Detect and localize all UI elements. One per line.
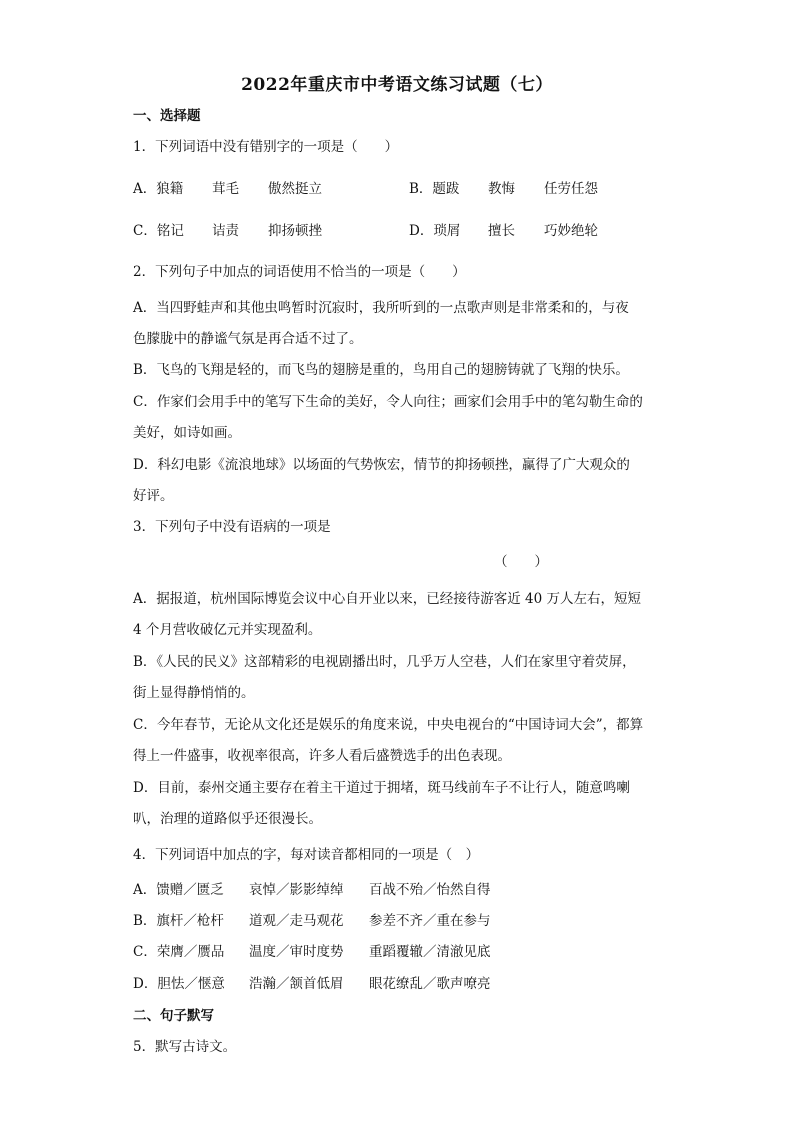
section-heading-dictation: 二、句子默写 <box>133 1008 214 1024</box>
question-2-stem: 2．下列句子中加点的词语使用不恰当的一项是（ ） <box>133 264 466 280</box>
q3-answer-paren: （ ） <box>494 554 548 570</box>
q4-option-b-pair3: 参差不齐／重在参与 <box>369 913 491 929</box>
q2-option-c-line1: C．作家们会用手中的笔写下生命的美好，令人向往；画家们会用手中的笔勾勒生命的 <box>133 394 643 410</box>
question-1-stem: 1．下列词语中没有错别字的一项是（ ） <box>133 139 399 155</box>
q2-option-a-line1: A．当四野蛙声和其他虫鸣暂时沉寂时，我所听到的一点歌声则是非常柔和的，与夜 <box>133 300 629 316</box>
q2-option-c-line2: 美好，如诗如画。 <box>133 425 241 441</box>
question-5-stem: 5．默写古诗文。 <box>133 1039 237 1055</box>
q1-option-b-label: B．题跋 <box>409 181 460 197</box>
q1-option-a-word3: 傲然挺立 <box>268 181 322 197</box>
q4-option-b-pair1: B．旗杆／枪杆 <box>133 913 224 929</box>
q1-option-d-label: D．琐屑 <box>409 223 461 239</box>
q2-option-d-line2: 好评。 <box>133 488 174 504</box>
question-4-stem: 4．下列词语中加点的字，每对读音都相同的一项是（ ） <box>133 847 480 863</box>
section-heading-choice: 一、选择题 <box>133 108 201 124</box>
q4-option-c-pair3: 重蹈覆辙／清澈见底 <box>369 944 491 960</box>
q1-option-a-label: A．狼籍 <box>133 181 184 197</box>
q2-option-d-line1: D．科幻电影《流浪地球》以场面的气势恢宏，情节的抑扬顿挫，赢得了广大观众的 <box>133 457 630 473</box>
q4-option-b-pair2: 道观／走马观花 <box>249 913 344 929</box>
q3-option-c-line2: 得上一件盛事，收视率很高，许多人看后盛赞选手的出色表现。 <box>133 748 511 764</box>
q4-option-d-pair1: D．胆怯／惬意 <box>133 976 225 992</box>
q3-option-a-line2: 4 个月营收破亿元并实现盈利。 <box>133 622 322 638</box>
q1-option-d-word2: 擅长 <box>488 223 515 239</box>
q1-option-c-word3: 抑扬顿挫 <box>268 223 322 239</box>
q4-option-d-pair3: 眼花缭乱／歌声嘹亮 <box>369 976 491 992</box>
q4-option-c-pair1: C．荣膺／赝品 <box>133 944 225 960</box>
q2-option-b-line1: B．飞鸟的飞翔是轻的，而飞鸟的翅膀是重的，鸟用自己的翅膀铸就了飞翔的快乐。 <box>133 362 629 378</box>
q3-option-c-line1: C．今年春节，无论从文化还是娱乐的角度来说，中央电视台的“中国诗词大会”，都算 <box>133 717 644 733</box>
q3-option-d-line2: 叭，治理的道路似乎还很漫长。 <box>133 811 322 827</box>
q1-option-d-word3: 巧妙绝轮 <box>544 223 598 239</box>
q3-option-d-line1: D．目前，泰州交通主要存在着主干道过于拥堵，斑马线前车子不让行人，随意鸣喇 <box>133 780 630 796</box>
q1-option-b-word3: 任劳任怨 <box>544 181 598 197</box>
q3-option-b-line2: 街上显得静悄悄的。 <box>133 685 255 701</box>
q1-option-a-word2: 茸毛 <box>212 181 239 197</box>
q4-option-d-pair2: 浩瀚／颔首低眉 <box>249 976 344 992</box>
page-title: 2022年重庆市中考语文练习试题（七） <box>241 75 553 95</box>
q4-option-c-pair2: 温度／审时度势 <box>249 944 344 960</box>
question-3-stem: 3．下列句子中没有语病的一项是 <box>133 519 331 535</box>
q1-option-c-label: C．铭记 <box>133 223 184 239</box>
q1-option-c-word2: 诘责 <box>212 223 239 239</box>
q1-option-b-word2: 教悔 <box>488 181 515 197</box>
q3-option-b-line1: B．《人民的民义》这部精彩的电视剧播出时，几乎万人空巷，人们在家里守着荧屏， <box>133 654 636 670</box>
q4-option-a-pair1: A．馈赠／匮乏 <box>133 882 224 898</box>
q4-option-a-pair2: 哀悼／影影绰绰 <box>249 882 344 898</box>
q2-option-a-line2: 色朦胧中的静谧气氛是再合适不过了。 <box>133 331 363 347</box>
q4-option-a-pair3: 百战不殆／怡然自得 <box>369 882 491 898</box>
q3-option-a-line1: A．据报道，杭州国际博览会议中心自开业以来，已经接待游客近 40 万人左右，短短 <box>133 591 642 607</box>
